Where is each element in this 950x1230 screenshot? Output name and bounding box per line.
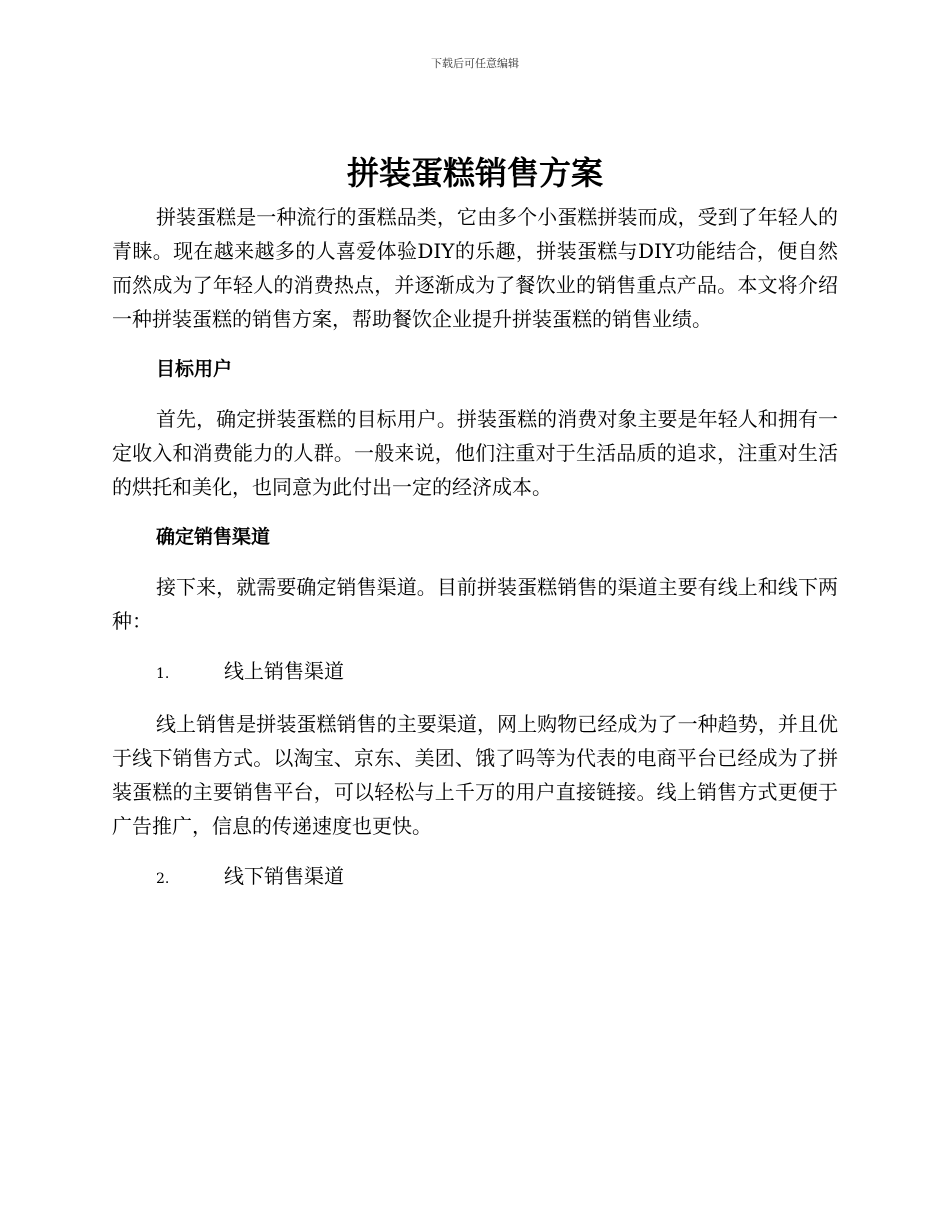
online-channel-paragraph: 线上销售是拼装蛋糕销售的主要渠道，网上购物已经成为了一种趋势，并且优于线下销售方式。以淘宝、京东、美团、饿了吗等为代表的电商平台已经成为了拼装蛋糕的主要销售平台，可以轻松与上千万的用户直接链接。线上销售方式更便于广告推广，信息的传递速度也更快。 <box>112 712 838 838</box>
document-page <box>112 148 838 912</box>
list-item-online-channel <box>112 654 838 691</box>
document-title: 拼装蛋糕销售方案 <box>346 154 603 192</box>
intro-paragraph: 拼装蛋糕是一种流行的蛋糕品类，它由多个小蛋糕拼装而成，受到了年轻人的青睐。现在越来越多的人喜爱体验DIY的乐趣，拼装蛋糕与DIY功能结合，便自然而然成为了年轻人的消费热点，并逐渐成为了餐饮业的销售重点产品。本文将介绍一种拼装蛋糕的销售方案，帮助餐饮企业提升拼装蛋糕的销售业绩。 <box>112 205 838 331</box>
list-number: 1. <box>156 666 170 682</box>
list-item-label: 线上销售渠道 <box>224 659 344 683</box>
sales-channels-paragraph: 接下来，就需要确定销售渠道。目前拼装蛋糕销售的渠道主要有线上和线下两种： <box>112 575 838 633</box>
list-item-label: 线下销售渠道 <box>224 864 344 888</box>
list-number: 2. <box>156 871 170 887</box>
section-heading-sales-channels: 确定销售渠道 <box>156 526 271 548</box>
target-users-paragraph: 首先，确定拼装蛋糕的目标用户。拼装蛋糕的消费对象主要是年轻人和拥有一定收入和消费能力的人群。一般来说，他们注重对于生活品质的追求，注重对生活的烘托和美化，也同意为此付出一定的经济成本。 <box>112 407 838 499</box>
header-note: 下载后可任意编辑 <box>431 57 519 70</box>
section-heading-target-users: 目标用户 <box>156 358 233 380</box>
list-item-offline-channel <box>112 859 838 896</box>
